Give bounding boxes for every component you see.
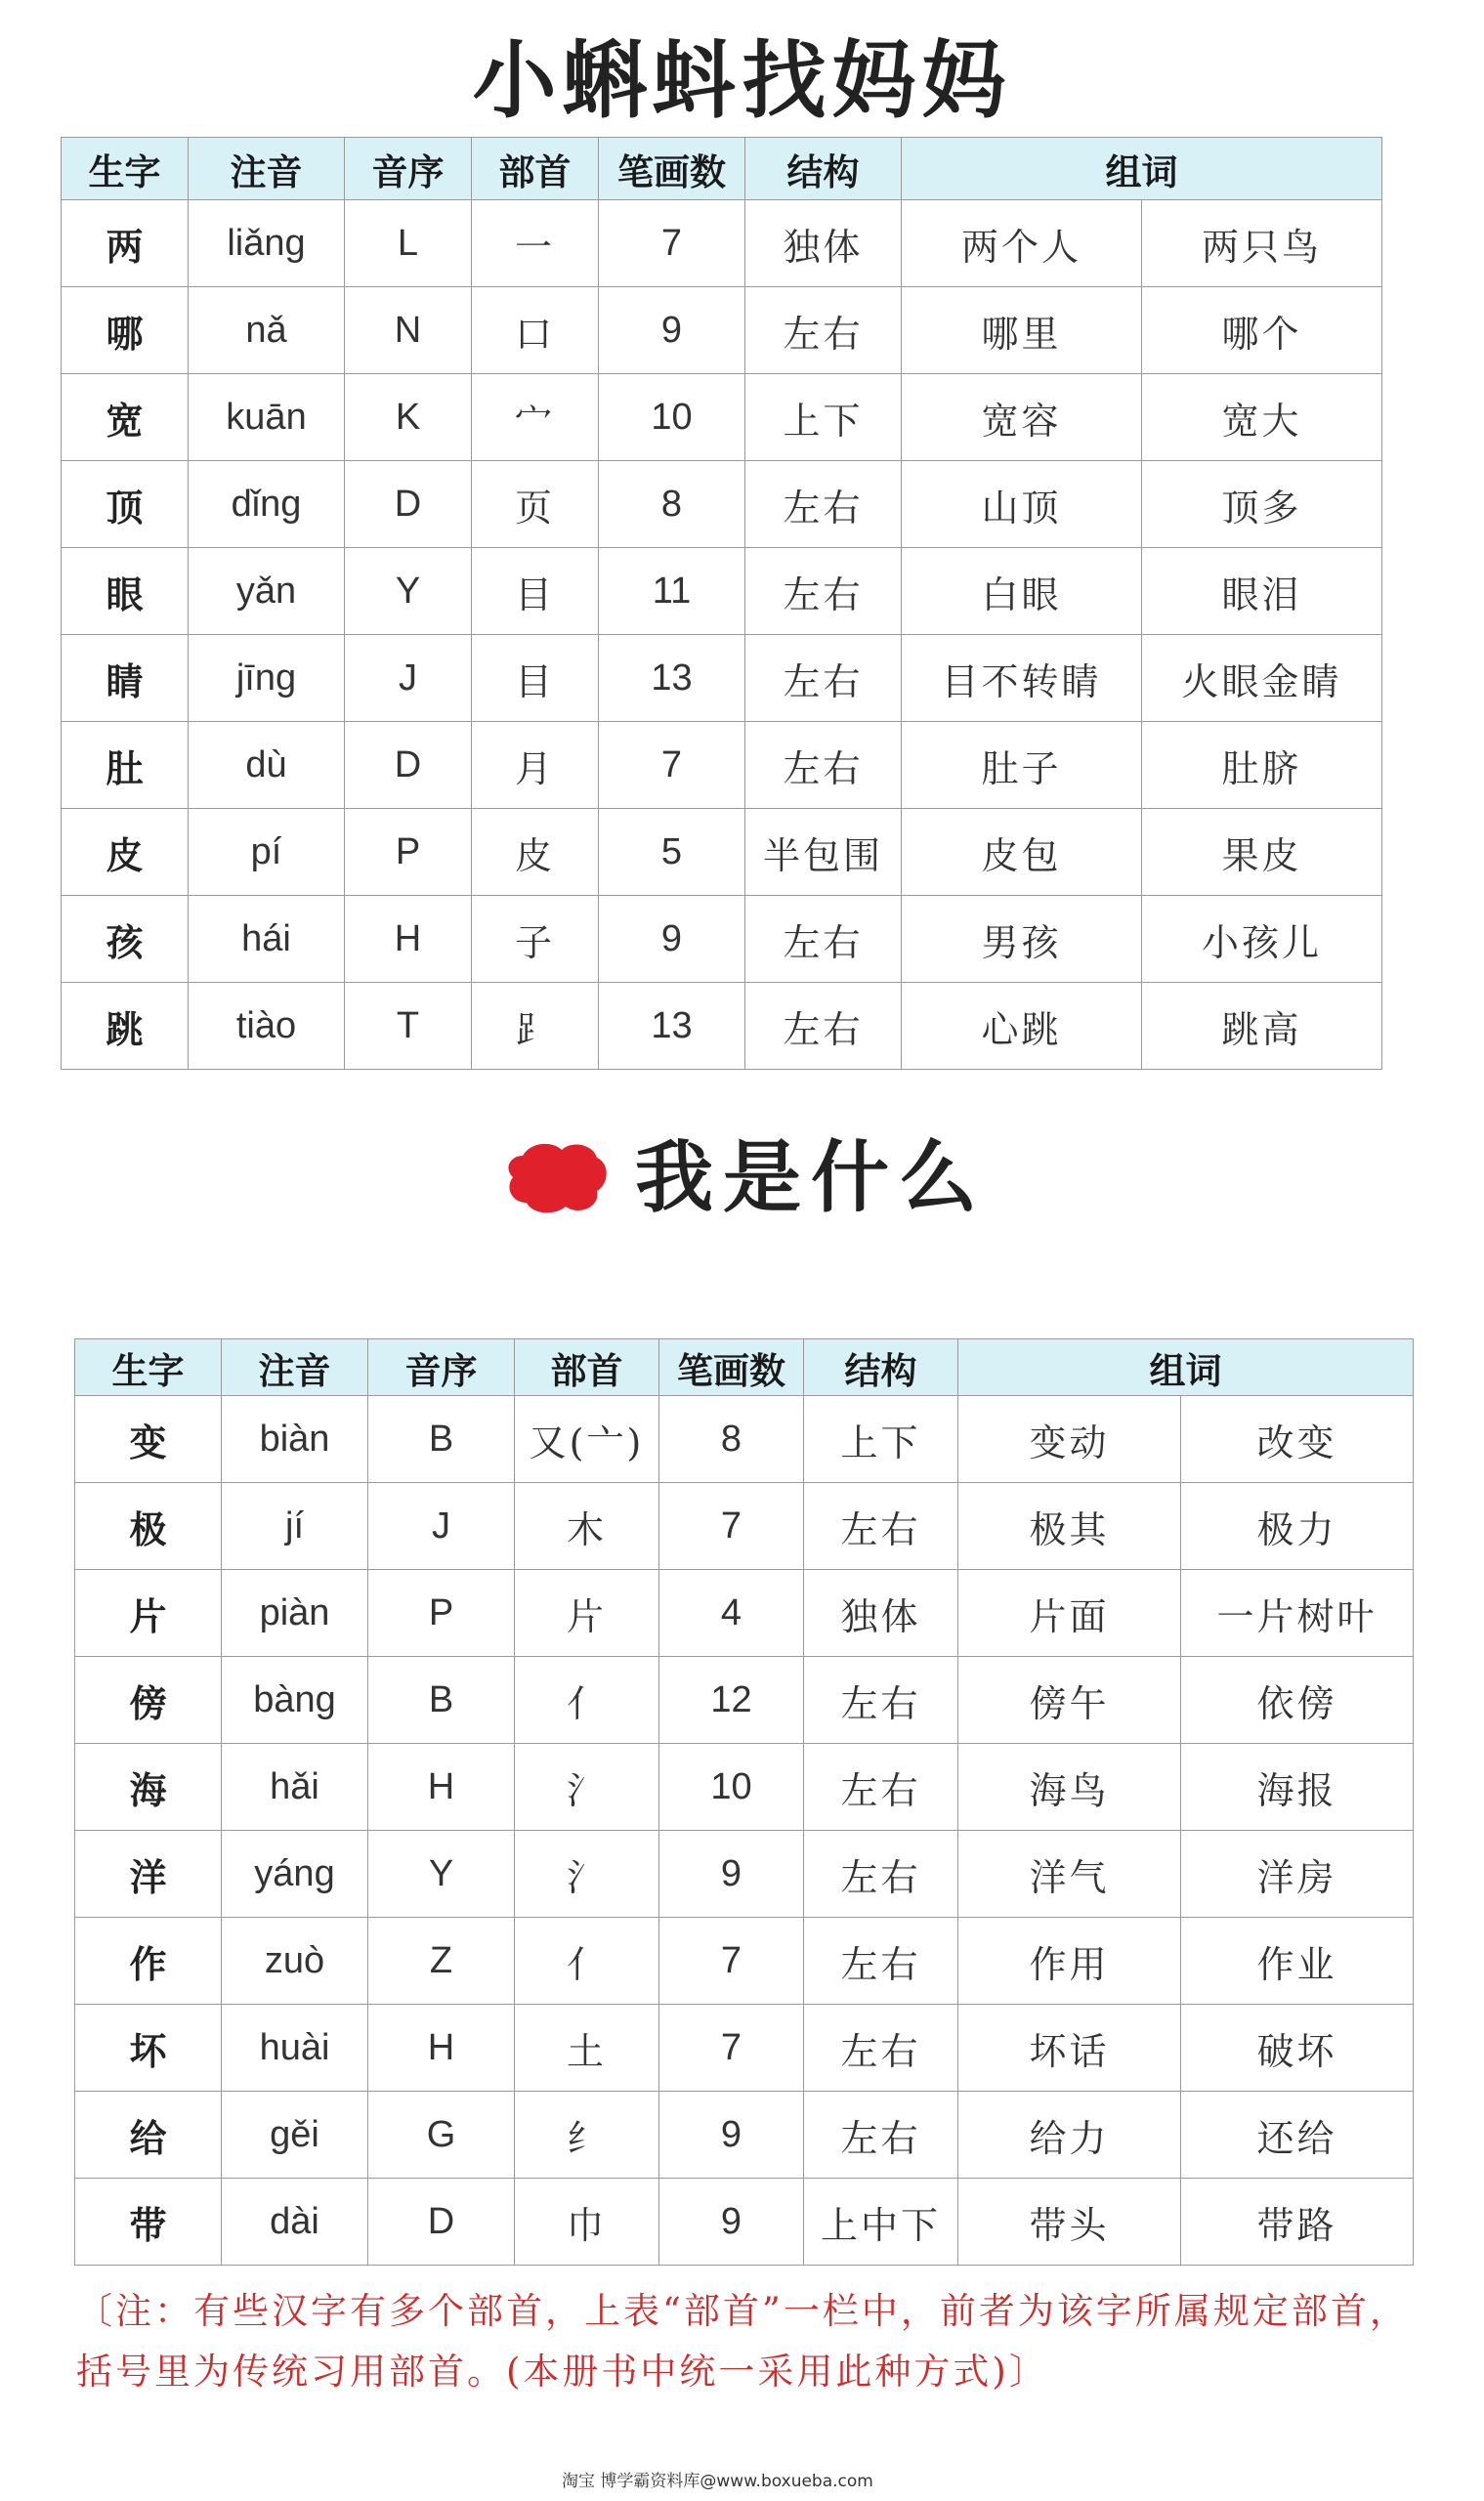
cell-strokes: 7 bbox=[659, 2005, 804, 2092]
cell-word-1: 变动 bbox=[958, 1396, 1181, 1483]
cell-word-2: 破坏 bbox=[1181, 2005, 1414, 2092]
cell-order: Z bbox=[368, 1918, 515, 2005]
header-radical: 部首 bbox=[515, 1339, 659, 1396]
lesson-title-what-am-i: 我是什么 bbox=[635, 1131, 987, 1223]
cell-radical: 目 bbox=[472, 548, 599, 635]
cell-word-1: 片面 bbox=[958, 1570, 1181, 1657]
cell-char: 坏 bbox=[75, 2005, 222, 2092]
cell-order: J bbox=[345, 635, 472, 722]
cell-order: P bbox=[368, 1570, 515, 1657]
cell-strokes: 9 bbox=[659, 2179, 804, 2266]
table-row bbox=[62, 896, 1382, 983]
cell-strokes: 9 bbox=[599, 896, 745, 983]
cell-word-2: 洋房 bbox=[1181, 1831, 1414, 1918]
cell-radical: 氵 bbox=[515, 1831, 659, 1918]
cell-structure: 左右 bbox=[804, 2005, 958, 2092]
red-blob-icon bbox=[503, 1138, 611, 1216]
cell-radical: 一 bbox=[472, 200, 599, 287]
cell-word-1: 带头 bbox=[958, 2179, 1181, 2266]
cell-strokes: 7 bbox=[599, 200, 745, 287]
table-row bbox=[75, 1483, 1414, 1570]
header-pinyin: 注音 bbox=[222, 1339, 368, 1396]
cell-structure: 左右 bbox=[745, 287, 902, 374]
cell-radical: 又(亠) bbox=[515, 1396, 659, 1483]
cell-word-2: 两只鸟 bbox=[1142, 200, 1382, 287]
cell-order: K bbox=[345, 374, 472, 461]
cell-radical: 子 bbox=[472, 896, 599, 983]
cell-word-1: 山顶 bbox=[902, 461, 1142, 548]
header-words: 组词 bbox=[902, 138, 1382, 200]
table-row bbox=[62, 200, 1382, 287]
cell-radical: 氵 bbox=[515, 1744, 659, 1831]
cell-word-2: 火眼金睛 bbox=[1142, 635, 1382, 722]
cell-pinyin: biàn bbox=[222, 1396, 368, 1483]
cell-order: B bbox=[368, 1396, 515, 1483]
cell-radical: 巾 bbox=[515, 2179, 659, 2266]
table-row bbox=[75, 2179, 1414, 2266]
cell-word-2: 跳高 bbox=[1142, 983, 1382, 1070]
table-header-row bbox=[75, 1339, 1414, 1396]
cell-strokes: 10 bbox=[659, 1744, 804, 1831]
cell-radical: 口 bbox=[472, 287, 599, 374]
cell-word-1: 男孩 bbox=[902, 896, 1142, 983]
cell-pinyin: yǎn bbox=[189, 548, 345, 635]
cell-strokes: 7 bbox=[659, 1483, 804, 1570]
header-structure: 结构 bbox=[804, 1339, 958, 1396]
vocab-table-1 bbox=[61, 137, 1382, 1070]
cell-pinyin: nǎ bbox=[189, 287, 345, 374]
table-row bbox=[62, 983, 1382, 1070]
cell-word-1: 哪里 bbox=[902, 287, 1142, 374]
cell-word-2: 果皮 bbox=[1142, 809, 1382, 896]
cell-strokes: 13 bbox=[599, 983, 745, 1070]
cell-char: 给 bbox=[75, 2092, 222, 2179]
cell-structure: 左右 bbox=[745, 722, 902, 809]
header-pinyin: 注音 bbox=[189, 138, 345, 200]
header-order: 音序 bbox=[368, 1339, 515, 1396]
cell-strokes: 8 bbox=[599, 461, 745, 548]
cell-word-2: 改变 bbox=[1181, 1396, 1414, 1483]
cell-structure: 左右 bbox=[745, 635, 902, 722]
table-body bbox=[75, 1396, 1414, 2266]
cell-char: 海 bbox=[75, 1744, 222, 1831]
table-row bbox=[62, 374, 1382, 461]
cell-pinyin: kuān bbox=[189, 374, 345, 461]
header-words: 组词 bbox=[958, 1339, 1414, 1396]
cell-structure: 左右 bbox=[745, 896, 902, 983]
cell-strokes: 11 bbox=[599, 548, 745, 635]
table-row bbox=[62, 461, 1382, 548]
cell-word-2: 还给 bbox=[1181, 2092, 1414, 2179]
header-radical: 部首 bbox=[472, 138, 599, 200]
cell-order: L bbox=[345, 200, 472, 287]
cell-strokes: 13 bbox=[599, 635, 745, 722]
header-structure: 结构 bbox=[745, 138, 902, 200]
cell-pinyin: yáng bbox=[222, 1831, 368, 1918]
cell-radical: 亻 bbox=[515, 1918, 659, 2005]
header-char: 生字 bbox=[75, 1339, 222, 1396]
footnote bbox=[76, 2281, 1463, 2402]
cell-order: J bbox=[368, 1483, 515, 1570]
cell-char: 哪 bbox=[62, 287, 189, 374]
cell-char: 傍 bbox=[75, 1657, 222, 1744]
cell-word-1: 洋气 bbox=[958, 1831, 1181, 1918]
cell-word-1: 皮包 bbox=[902, 809, 1142, 896]
footnote-line-1: 〔注：有些汉字有多个部首，上表“部首”一栏中，前者为该字所属规定部首， bbox=[76, 2290, 1409, 2332]
cell-word-2: 顶多 bbox=[1142, 461, 1382, 548]
cell-word-1: 坏话 bbox=[958, 2005, 1181, 2092]
cell-word-2: 作业 bbox=[1181, 1918, 1414, 2005]
cell-word-2: 哪个 bbox=[1142, 287, 1382, 374]
cell-structure: 独体 bbox=[804, 1570, 958, 1657]
cell-radical: 目 bbox=[472, 635, 599, 722]
cell-strokes: 10 bbox=[599, 374, 745, 461]
cell-order: B bbox=[368, 1657, 515, 1744]
cell-word-2: 小孩儿 bbox=[1142, 896, 1382, 983]
cell-char: 变 bbox=[75, 1396, 222, 1483]
header-strokes: 笔画数 bbox=[599, 138, 745, 200]
cell-strokes: 9 bbox=[659, 2092, 804, 2179]
cell-order: T bbox=[345, 983, 472, 1070]
header-strokes: 笔画数 bbox=[659, 1339, 804, 1396]
cell-char: 作 bbox=[75, 1918, 222, 2005]
cell-structure: 左右 bbox=[804, 2092, 958, 2179]
table-row bbox=[75, 2005, 1414, 2092]
cell-order: D bbox=[345, 461, 472, 548]
cell-strokes: 7 bbox=[659, 1918, 804, 2005]
cell-char: 两 bbox=[62, 200, 189, 287]
cell-order: Y bbox=[345, 548, 472, 635]
cell-word-1: 给力 bbox=[958, 2092, 1181, 2179]
cell-char: 跳 bbox=[62, 983, 189, 1070]
cell-structure: 左右 bbox=[804, 1918, 958, 2005]
cell-strokes: 12 bbox=[659, 1657, 804, 1744]
table-row bbox=[75, 1657, 1414, 1744]
cell-radical: 皮 bbox=[472, 809, 599, 896]
cell-radical: ⻊ bbox=[472, 983, 599, 1070]
cell-radical: 土 bbox=[515, 2005, 659, 2092]
cell-radical: 纟 bbox=[515, 2092, 659, 2179]
cell-strokes: 9 bbox=[599, 287, 745, 374]
cell-pinyin: dài bbox=[222, 2179, 368, 2266]
cell-strokes: 9 bbox=[659, 1831, 804, 1918]
cell-char: 眼 bbox=[62, 548, 189, 635]
header-char: 生字 bbox=[62, 138, 189, 200]
table-row bbox=[62, 287, 1382, 374]
cell-pinyin: dù bbox=[189, 722, 345, 809]
cell-structure: 半包围 bbox=[745, 809, 902, 896]
table-row bbox=[62, 809, 1382, 896]
cell-structure: 左右 bbox=[804, 1483, 958, 1570]
cell-pinyin: pí bbox=[189, 809, 345, 896]
cell-order: D bbox=[345, 722, 472, 809]
cell-radical: 亻 bbox=[515, 1657, 659, 1744]
cell-word-1: 作用 bbox=[958, 1918, 1181, 2005]
table-row bbox=[75, 1570, 1414, 1657]
cell-char: 皮 bbox=[62, 809, 189, 896]
table-row bbox=[62, 722, 1382, 809]
cell-pinyin: bàng bbox=[222, 1657, 368, 1744]
cell-word-1: 白眼 bbox=[902, 548, 1142, 635]
cell-structure: 左右 bbox=[804, 1744, 958, 1831]
cell-word-2: 眼泪 bbox=[1142, 548, 1382, 635]
cell-word-1: 目不转睛 bbox=[902, 635, 1142, 722]
cell-structure: 左右 bbox=[745, 983, 902, 1070]
table-row bbox=[62, 548, 1382, 635]
table-row bbox=[75, 1744, 1414, 1831]
cell-word-1: 海鸟 bbox=[958, 1744, 1181, 1831]
cell-char: 宽 bbox=[62, 374, 189, 461]
cell-radical: 木 bbox=[515, 1483, 659, 1570]
cell-word-2: 带路 bbox=[1181, 2179, 1414, 2266]
cell-word-2: 肚脐 bbox=[1142, 722, 1382, 809]
cell-word-1: 极其 bbox=[958, 1483, 1181, 1570]
cell-char: 极 bbox=[75, 1483, 222, 1570]
cell-word-2: 极力 bbox=[1181, 1483, 1414, 1570]
cell-char: 睛 bbox=[62, 635, 189, 722]
cell-structure: 上下 bbox=[804, 1396, 958, 1483]
cell-radical: 页 bbox=[472, 461, 599, 548]
lesson-title-tadpoles: 小蝌蚪找妈妈 bbox=[472, 31, 1012, 130]
cell-char: 片 bbox=[75, 1570, 222, 1657]
cell-word-2: 宽大 bbox=[1142, 374, 1382, 461]
cell-pinyin: hái bbox=[189, 896, 345, 983]
table-row bbox=[75, 1918, 1414, 2005]
cell-structure: 左右 bbox=[804, 1657, 958, 1744]
cell-strokes: 8 bbox=[659, 1396, 804, 1483]
cell-radical: 月 bbox=[472, 722, 599, 809]
cell-order: H bbox=[368, 2005, 515, 2092]
cell-char: 洋 bbox=[75, 1831, 222, 1918]
cell-char: 顶 bbox=[62, 461, 189, 548]
cell-structure: 独体 bbox=[745, 200, 902, 287]
table-row bbox=[62, 635, 1382, 722]
cell-word-1: 心跳 bbox=[902, 983, 1142, 1070]
table-row bbox=[75, 2092, 1414, 2179]
vocab-table-2 bbox=[74, 1338, 1414, 2266]
cell-pinyin: hǎi bbox=[222, 1744, 368, 1831]
cell-pinyin: gěi bbox=[222, 2092, 368, 2179]
cell-word-1: 肚子 bbox=[902, 722, 1142, 809]
cell-structure: 左右 bbox=[804, 1831, 958, 1918]
cell-structure: 上下 bbox=[745, 374, 902, 461]
table-row bbox=[75, 1396, 1414, 1483]
cell-pinyin: jí bbox=[222, 1483, 368, 1570]
cell-char: 孩 bbox=[62, 896, 189, 983]
cell-strokes: 5 bbox=[599, 809, 745, 896]
cell-pinyin: jīng bbox=[189, 635, 345, 722]
cell-strokes: 4 bbox=[659, 1570, 804, 1657]
cell-word-1: 傍午 bbox=[958, 1657, 1181, 1744]
cell-word-1: 宽容 bbox=[902, 374, 1142, 461]
cell-structure: 左右 bbox=[745, 461, 902, 548]
cell-pinyin: tiào bbox=[189, 983, 345, 1070]
cell-order: N bbox=[345, 287, 472, 374]
cell-pinyin: dǐng bbox=[189, 461, 345, 548]
cell-order: Y bbox=[368, 1831, 515, 1918]
footnote-line-2: 括号里为传统习用部首。(本册书中统一采用此种方式)〕 bbox=[76, 2351, 1048, 2393]
watermark-footer: 淘宝 博学霸资料库@www.boxueba.com bbox=[562, 2472, 873, 2491]
header-order: 音序 bbox=[345, 138, 472, 200]
cell-radical: 宀 bbox=[472, 374, 599, 461]
table-body bbox=[62, 200, 1382, 1070]
cell-order: D bbox=[368, 2179, 515, 2266]
cell-word-2: 依傍 bbox=[1181, 1657, 1414, 1744]
cell-order: H bbox=[368, 1744, 515, 1831]
cell-structure: 左右 bbox=[745, 548, 902, 635]
cell-structure: 上中下 bbox=[804, 2179, 958, 2266]
cell-pinyin: zuò bbox=[222, 1918, 368, 2005]
cell-strokes: 7 bbox=[599, 722, 745, 809]
cell-pinyin: liǎng bbox=[189, 200, 345, 287]
cell-word-2: 海报 bbox=[1181, 1744, 1414, 1831]
cell-order: G bbox=[368, 2092, 515, 2179]
table-header-row bbox=[62, 138, 1382, 200]
cell-radical: 片 bbox=[515, 1570, 659, 1657]
cell-char: 带 bbox=[75, 2179, 222, 2266]
cell-word-1: 两个人 bbox=[902, 200, 1142, 287]
cell-char: 肚 bbox=[62, 722, 189, 809]
cell-order: P bbox=[345, 809, 472, 896]
cell-pinyin: piàn bbox=[222, 1570, 368, 1657]
cell-order: H bbox=[345, 896, 472, 983]
table-row bbox=[75, 1831, 1414, 1918]
cell-pinyin: huài bbox=[222, 2005, 368, 2092]
cell-word-2: 一片树叶 bbox=[1181, 1570, 1414, 1657]
